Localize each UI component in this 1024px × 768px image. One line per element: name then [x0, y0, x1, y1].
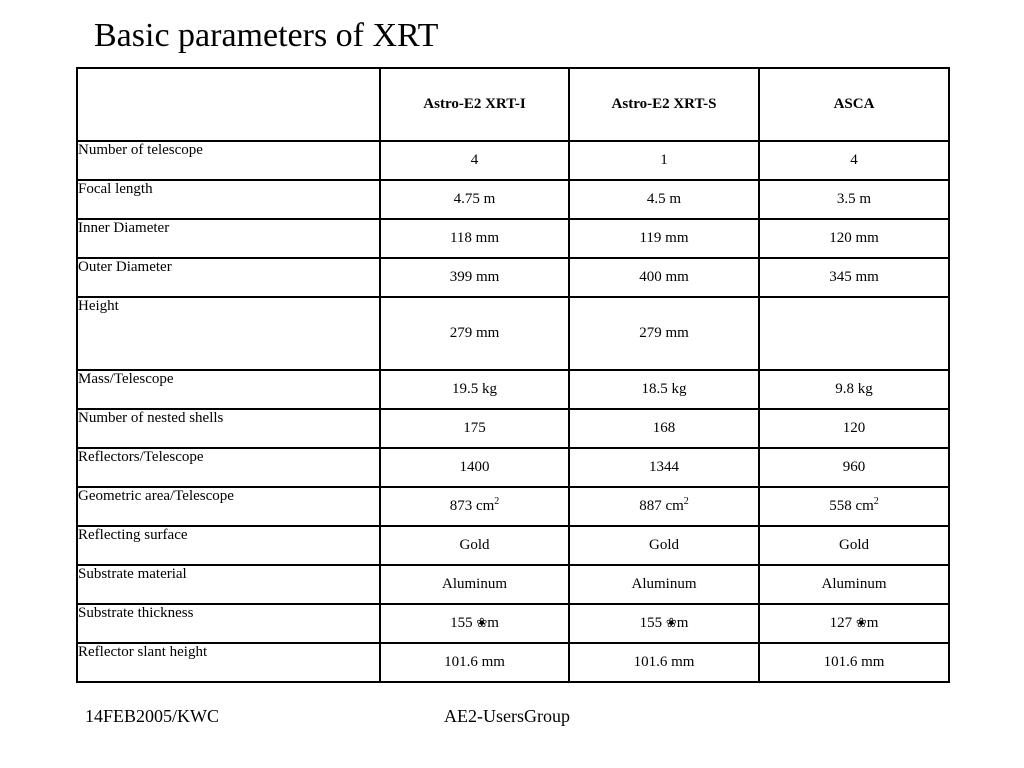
cell-number: 155	[639, 615, 666, 631]
table-row	[77, 565, 949, 604]
cell-text: 168	[652, 420, 676, 436]
cell-text: 1	[660, 152, 668, 168]
cell-value	[759, 565, 949, 604]
table-row	[77, 297, 949, 370]
table-row	[77, 370, 949, 409]
cell-text: 4.5 m	[646, 191, 682, 207]
cell-text: 4	[850, 152, 858, 168]
table-header-row	[77, 68, 949, 141]
cell-value: 127 ❀m	[759, 604, 949, 643]
cell-number: 155	[450, 615, 477, 631]
table-row	[77, 526, 949, 565]
cell-text: 101.6 mm	[823, 654, 885, 670]
header-cell: Astro-E2 XRT-I	[380, 68, 569, 141]
cell-value	[569, 258, 759, 297]
cell-text: 558 cm	[829, 498, 874, 514]
table-row	[77, 487, 949, 526]
cell-value	[569, 448, 759, 487]
cell-value	[759, 448, 949, 487]
row-label: Number of telescope	[77, 141, 380, 180]
cell-value	[569, 643, 759, 682]
cell-value	[759, 258, 949, 297]
row-label: Inner Diameter	[77, 219, 380, 258]
cell-value	[569, 297, 759, 370]
cell-text: 279 mm	[639, 325, 689, 341]
cell-value	[759, 370, 949, 409]
header-cell: Astro-E2 XRT-S	[569, 68, 759, 141]
cell-value	[380, 487, 569, 526]
cell-value	[759, 219, 949, 258]
row-label: Substrate material	[77, 565, 380, 604]
cell-text: 19.5 kg	[452, 381, 497, 397]
footer-group: AE2-UsersGroup	[444, 706, 570, 726]
cell-value	[569, 487, 759, 526]
cell-text: 873 cm	[449, 498, 495, 514]
cell-value: 155 ❀m	[569, 604, 759, 643]
cell-value	[569, 409, 759, 448]
cell-value	[380, 643, 569, 682]
cell-value: 155 ❀m	[380, 604, 569, 643]
cell-superscript: 2	[873, 496, 879, 507]
table-row	[77, 604, 949, 643]
row-label: Reflectors/Telescope	[77, 448, 380, 487]
table-row	[77, 643, 949, 682]
table-row	[77, 448, 949, 487]
cell-value	[380, 409, 569, 448]
cell-value	[569, 180, 759, 219]
cell-value	[759, 141, 949, 180]
cell-value	[759, 526, 949, 565]
cell-text: 120	[842, 420, 866, 436]
header-cell-empty	[77, 68, 380, 141]
table-row	[77, 219, 949, 258]
cell-value	[569, 141, 759, 180]
cell-value	[759, 180, 949, 219]
row-label: Outer Diameter	[77, 258, 380, 297]
cell-text: Gold	[839, 537, 869, 553]
row-label: Geometric area/Telescope	[77, 487, 380, 526]
cell-text: 9.8 kg	[835, 381, 873, 397]
cell-value	[759, 409, 949, 448]
parameters-table	[76, 67, 950, 683]
cell-value	[380, 141, 569, 180]
row-label: Height	[77, 297, 380, 370]
cell-text: Gold	[459, 537, 490, 553]
cell-value	[380, 448, 569, 487]
cell-value	[569, 219, 759, 258]
cell-text: Gold	[649, 537, 679, 553]
cell-text: 399 mm	[449, 269, 500, 285]
cell-value	[569, 565, 759, 604]
table-row	[77, 180, 949, 219]
row-label: Reflector slant height	[77, 643, 380, 682]
cell-value	[380, 219, 569, 258]
table-row	[77, 141, 949, 180]
cell-text: 1400	[459, 459, 490, 475]
cell-text: 101.6 mm	[633, 654, 695, 670]
cell-text: 4	[470, 152, 479, 168]
cell-text: Aluminum	[441, 576, 507, 592]
cell-value	[759, 643, 949, 682]
cell-text: 887 cm	[639, 498, 684, 514]
cell-text: 4.75 m	[453, 191, 496, 207]
cell-value	[380, 297, 569, 370]
footer-date: 14FEB2005/KWC	[85, 706, 220, 726]
cell-value	[380, 565, 569, 604]
header-cell: ASCA	[759, 68, 949, 141]
cell-value	[380, 370, 569, 409]
cell-text: 345 mm	[829, 269, 879, 285]
cell-text: 279 mm	[449, 325, 500, 341]
slide-title: Basic parameters of XRT	[94, 17, 439, 54]
micro-symbol-icon: ❀	[665, 616, 677, 631]
cell-text: 400 mm	[639, 269, 689, 285]
cell-text: 3.5 m	[836, 191, 872, 207]
cell-text: 175	[463, 420, 486, 436]
table-row	[77, 258, 949, 297]
cell-text: 960	[842, 459, 866, 475]
cell-value	[759, 487, 949, 526]
cell-text: 120 mm	[829, 230, 879, 246]
row-label: Number of nested shells	[77, 409, 380, 448]
cell-text: 101.6 mm	[444, 654, 505, 670]
row-label: Reflecting surface	[77, 526, 380, 565]
micro-symbol-icon: ❀	[476, 616, 488, 631]
row-label: Substrate thickness	[77, 604, 380, 643]
cell-value	[569, 370, 759, 409]
row-label: Mass/Telescope	[77, 370, 380, 409]
micro-symbol-icon: ❀	[855, 616, 867, 631]
row-label: Focal length	[77, 180, 380, 219]
cell-number: 127	[829, 615, 856, 631]
cell-text: Aluminum	[631, 576, 697, 592]
cell-value	[569, 526, 759, 565]
cell-text: 18.5 kg	[641, 381, 687, 397]
cell-text: 119 mm	[639, 230, 689, 246]
cell-value	[380, 258, 569, 297]
table-row	[77, 409, 949, 448]
cell-value	[759, 297, 949, 370]
cell-superscript: 2	[683, 496, 689, 507]
cell-value	[380, 526, 569, 565]
cell-superscript: 2	[494, 496, 500, 507]
cell-text: 118 mm	[449, 230, 500, 246]
cell-text: Aluminum	[821, 576, 887, 592]
cell-text: 1344	[649, 459, 679, 475]
cell-value	[380, 180, 569, 219]
